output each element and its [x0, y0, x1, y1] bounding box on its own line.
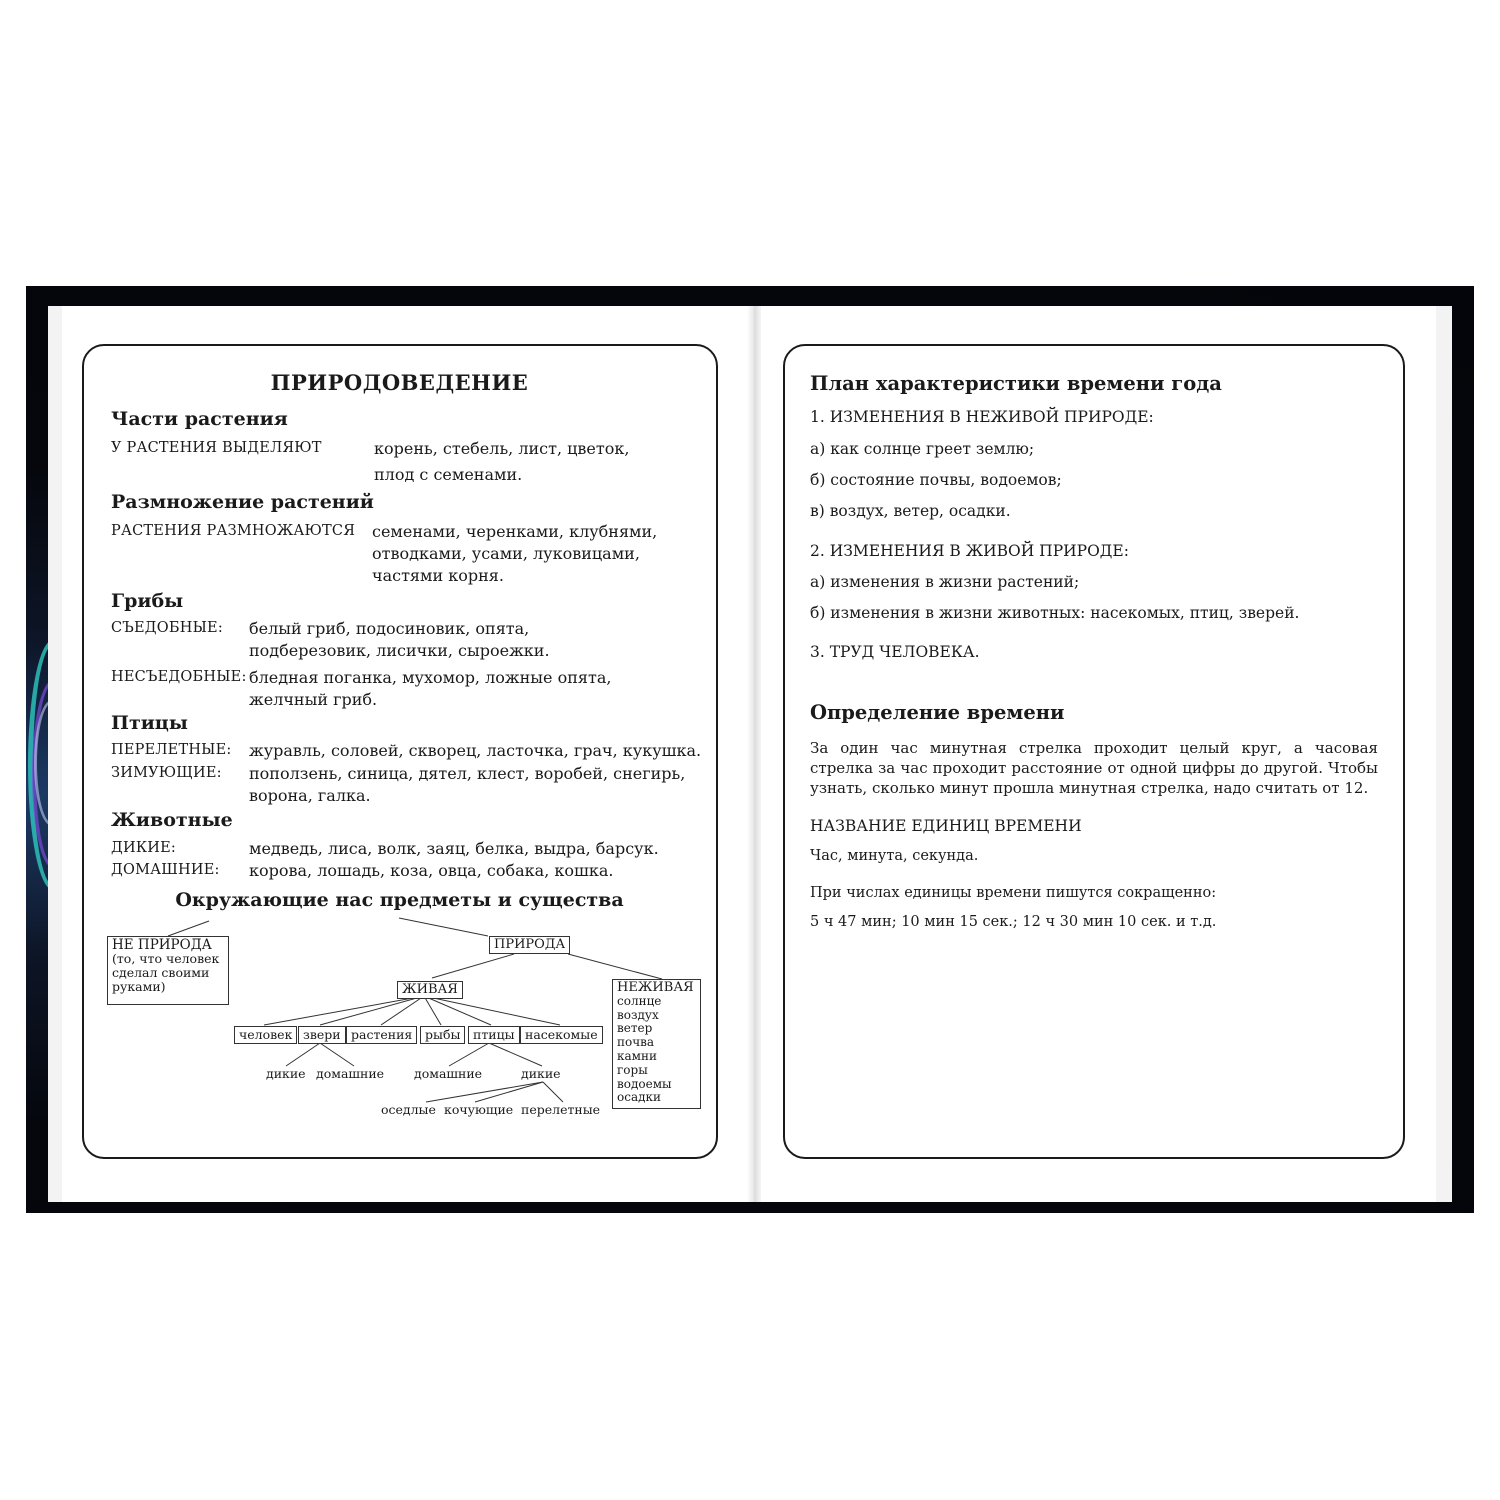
plant-parts-label: У РАСТЕНИЯ ВЫДЕЛЯЮТ: [111, 440, 322, 456]
edible-text: подберезовик, лисички, сыроежки.: [249, 641, 550, 660]
reproduction-heading: Размножение растений: [111, 491, 374, 513]
diagram-heading: Окружающие нас предметы и существа: [175, 889, 624, 911]
living-item-beasts: звери: [298, 1026, 346, 1044]
edible-label: СЪЕДОБНЫЕ:: [111, 620, 223, 636]
not-nature-note: сделал своими: [112, 965, 210, 980]
season-plan-item: 3. ТРУД ЧЕЛОВЕКА.: [810, 643, 980, 661]
wild-text: медведь, лиса, волк, заяц, белка, выдра, барсук.: [249, 839, 659, 858]
not-nature-title: НЕ ПРИРОДА: [112, 937, 212, 953]
birds-migratory: перелетные: [521, 1102, 601, 1117]
nonliving-item: солнце: [617, 993, 662, 1008]
nonliving-item: горы: [617, 1062, 648, 1077]
domestic-label: ДОМАШНИЕ:: [111, 862, 220, 878]
season-plan-item: б) состояние почвы, водоемов;: [810, 471, 1062, 489]
birds-domestic: домашние: [414, 1066, 483, 1081]
beasts-wild: дикие: [266, 1066, 306, 1081]
wild-label: ДИКИЕ:: [111, 840, 176, 856]
time-heading: Определение времени: [810, 701, 1065, 724]
plant-parts-heading: Части растения: [111, 408, 288, 430]
living-item-insects: насекомые: [520, 1026, 603, 1044]
season-plan-item: в) воздух, ветер, осадки.: [810, 502, 1011, 520]
birds-sedentary: оседлые: [381, 1102, 436, 1117]
living-item-human: человек: [234, 1026, 297, 1044]
birds-heading: Птицы: [111, 712, 188, 734]
not-nature-note: руками): [112, 979, 166, 994]
living-item-fish: рыбы: [420, 1026, 465, 1044]
season-plan-item: 1. ИЗМЕНЕНИЯ В НЕЖИВОЙ ПРИРОДЕ:: [810, 408, 1154, 426]
nonliving-box: [612, 979, 701, 1109]
birds-wild: дикие: [521, 1066, 561, 1081]
nonliving-title: НЕЖИВАЯ: [617, 980, 694, 995]
season-plan-item: а) изменения в жизни растений;: [810, 573, 1080, 591]
page-title: ПРИРОДОВЕДЕНИЕ: [270, 370, 529, 395]
living-item-plants: растения: [346, 1026, 417, 1044]
inedible-label: НЕСЪЕДОБНЫЕ:: [111, 669, 247, 685]
abbreviation-example: 5 ч 47 мин; 10 мин 15 сек.; 12 ч 30 мин 10 сек. и т.д.: [810, 914, 1217, 930]
wintering-text: ворона, галка.: [249, 786, 371, 805]
season-plan-item: 2. ИЗМЕНЕНИЯ В ЖИВОЙ ПРИРОДЕ:: [810, 542, 1129, 560]
wintering-label: ЗИМУЮЩИЕ:: [111, 765, 222, 781]
birds-nomadic: кочующие: [444, 1102, 514, 1117]
living-box: ЖИВАЯ: [397, 981, 463, 999]
left-content-frame: [82, 344, 718, 1159]
not-nature-box: [107, 936, 229, 1005]
reproduction-text: частями корня.: [372, 566, 504, 585]
nonliving-item: почва: [617, 1035, 655, 1050]
migratory-label: ПЕРЕЛЕТНЫЕ:: [111, 742, 232, 758]
nonliving-item: воздух: [617, 1007, 659, 1022]
plant-parts-text: плод с семенами.: [374, 465, 523, 484]
nonliving-item: ветер: [617, 1021, 653, 1036]
reproduction-text: семенами, черенками, клубнями,: [372, 522, 658, 541]
beasts-domestic: домашние: [316, 1066, 385, 1081]
nonliving-item: водоемы: [617, 1076, 672, 1091]
reproduction-text: отводками, усами, луковицами,: [372, 544, 640, 563]
season-plan-item: б) изменения в жизни животных: насекомых, птиц, зверей.: [810, 604, 1300, 622]
page-fold: [747, 306, 761, 1202]
animals-heading: Животные: [111, 809, 233, 831]
living-item-birds: птицы: [468, 1026, 520, 1044]
nonliving-item: осадки: [617, 1090, 661, 1105]
inedible-text: бледная поганка, мухомор, ложные опята,: [249, 668, 612, 687]
plant-parts-text: корень, стебель, лист, цветок,: [374, 439, 630, 458]
mushrooms-heading: Грибы: [111, 590, 184, 612]
abbreviation-note: При числах единицы времени пишутся сокращенно:: [810, 885, 1217, 901]
season-plan-heading: План характеристики времени года: [810, 372, 1222, 395]
reproduction-label: РАСТЕНИЯ РАЗМНОЖАЮТСЯ: [111, 523, 356, 539]
inedible-text: желчный гриб.: [249, 690, 378, 709]
not-nature-note: (то, что человек: [112, 951, 220, 966]
migratory-text: журавль, соловей, скворец, ласточка, грач, кукушка.: [249, 741, 702, 760]
time-units: Час, минута, секунда.: [810, 848, 979, 864]
right-content-frame: [783, 344, 1405, 1159]
domestic-text: корова, лошадь, коза, овца, собака, кошка.: [249, 861, 614, 880]
edible-text: белый гриб, подосиновик, опята,: [249, 619, 530, 638]
time-units-label: НАЗВАНИЕ ЕДИНИЦ ВРЕМЕНИ: [810, 817, 1082, 835]
nature-box: ПРИРОДА: [489, 936, 570, 954]
time-paragraph: За один час минутная стрелка проходит целый круг, а часовая стрелка за час проходит расстояние от одной цифры до другой. Чтобы узнать, сколько минут прошла минутная стрелка, надо считать от 12.: [810, 739, 1378, 797]
wintering-text: поползень, синица, дятел, клест, воробей, снегирь,: [249, 764, 686, 783]
season-plan-item: а) как солнце греет землю;: [810, 440, 1035, 458]
nonliving-item: камни: [617, 1048, 657, 1063]
